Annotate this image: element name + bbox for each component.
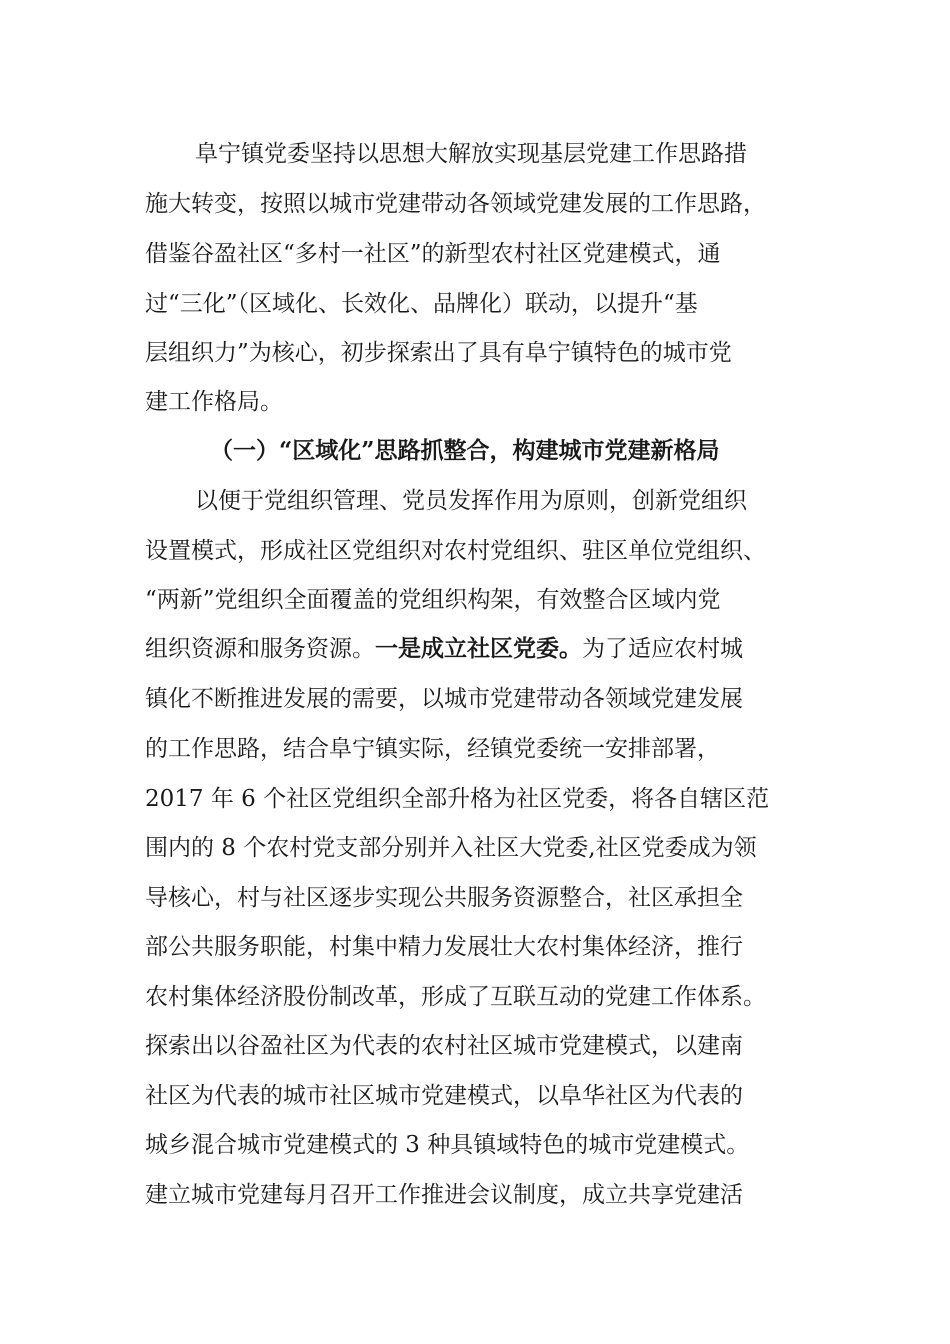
paragraph-1-line-6: 建工作格局。 xyxy=(145,389,283,415)
paragraph-2-line-4-pre: 组织资源和服务资源。 xyxy=(145,636,375,662)
paragraph-2-line-6: 的工作思路，结合阜宁镇实际，经镇党委统一安排部署， xyxy=(145,736,720,762)
paragraph-2-line-3: “两新”党组织全面覆盖的党组织构架，有效整合区域内党 xyxy=(145,587,721,613)
paragraph-1-line-2: 施大转变，按照以城市党建带动各领域党建发展的工作思路， xyxy=(145,191,766,217)
paragraph-2-line-14: 城乡混合城市党建模式的 3 种具镇域特色的城市党建模式。 xyxy=(145,1132,750,1158)
paragraph-2-line-1: 以便于党组织管理、党员发挥作用为原则，创新党组织 xyxy=(195,488,747,514)
paragraph-2-line-8: 围内的 8 个农村党支部分别并入社区大党委,社区党委成为领 xyxy=(145,835,757,861)
section-heading: （一）“区域化”思路抓整合，构建城市党建新格局 xyxy=(210,437,720,464)
paragraph-1-line-4: 过“三化”（区域化、长效化、品牌化）联动，以提升“基 xyxy=(145,291,698,317)
paragraph-2-line-12: 探索出以谷盈社区为代表的农村社区城市党建模式，以建南 xyxy=(145,1033,743,1059)
paragraph-2-line-5: 镇化不断推进发展的需要，以城市党建带动各领域党建发展 xyxy=(145,686,743,712)
paragraph-2-line-2: 设置模式，形成社区党组织对农村党组织、驻区单位党组织、 xyxy=(145,538,766,564)
paragraph-2-line-4-post: 为了适应农村城 xyxy=(582,636,743,662)
paragraph-2-line-7: 2017 年 6 个社区党组织全部升格为社区党委，将各自辖区范 xyxy=(145,786,770,812)
paragraph-2-line-10: 部公共服务职能，村集中精力发展壮大农村集体经济，推行 xyxy=(145,934,743,960)
paragraph-2-line-11: 农村集体经济股份制改革，形成了互联互动的党建工作体系。 xyxy=(145,984,766,1010)
point-one-emphasis: 一是成立社区党委。 xyxy=(375,635,582,662)
paragraph-1-line-3: 借鉴谷盈社区“多村一社区”的新型农村社区党建模式，通 xyxy=(145,241,721,267)
paragraph-1-line-5: 层组织力”为核心，初步探索出了具有阜宁镇特色的城市党 xyxy=(145,340,732,366)
paragraph-1-line-1: 阜宁镇党委坚持以思想大解放实现基层党建工作思路措 xyxy=(195,141,747,167)
paragraph-2-line-15: 建立城市党建每月召开工作推进会议制度，成立共享党建活 xyxy=(145,1182,743,1208)
paragraph-2-line-9: 导核心，村与社区逐步实现公共服务资源整合，社区承担全 xyxy=(145,885,743,911)
paragraph-2-line-13: 社区为代表的城市社区城市党建模式，以阜华社区为代表的 xyxy=(145,1083,743,1109)
paragraph-2-line-4 xyxy=(0,634,950,664)
